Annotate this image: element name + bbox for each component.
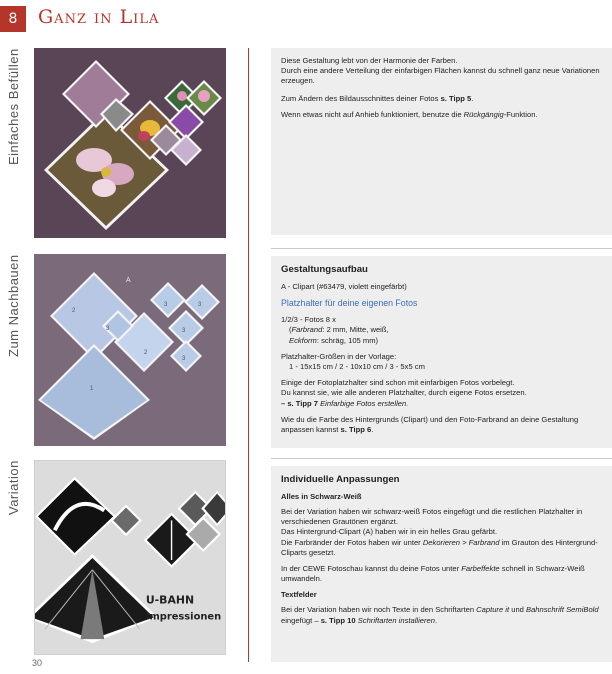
svg-text:2: 2 bbox=[72, 308, 76, 314]
info-panel-harmony: Diese Gestaltung lebt von der Harmonie der Farben. Durch eine andere Verteilung der einfarbigen Flächen kannst du schnell ganz neue Variationen erzeugen. Zum Ändern des Bildausschnittes deiner Fotos s. Tipp 5. Wenn etwas nicht auf Anhieb funktioniert, benutze die Rückgängig-Funktion. bbox=[271, 48, 612, 235]
design-preview-variation bbox=[34, 460, 226, 655]
side-label-variation: Variation bbox=[6, 460, 21, 515]
svg-text:3: 3 bbox=[198, 302, 202, 308]
placeholder-title: Platzhalter für deine eigenen Fotos bbox=[281, 298, 418, 309]
vertical-divider bbox=[248, 48, 249, 662]
svg-text:3: 3 bbox=[182, 356, 186, 362]
page-number-badge: 8 bbox=[0, 6, 26, 32]
side-label-build: Zum Nachbauen bbox=[6, 254, 21, 357]
info-panel-structure: Gestaltungsaufbau A - Clipart (#63479, violett eingefärbt) Platzhalter für deine eigenen Fotos 1/2/3 - Fotos 8 x (Farbrand: 2 mm, Mitte, weiß, Eckform: schräg, 105 mm) Platzhalter-Größen in der Vorlage: 1 - 15x15 cm / 2 - 10x10 cm / 3 - 5x5 cm Einige der Fotoplatzhalter sind schon mit einfarbigen Fotos vorbelegt. Du kannst sie, wie alle anderen Platzhalter, durch eigene Fotos ersetzen. – s. Tipp 7 Einfarbige Fotos erstellen. Wie du die Farbe des Hintergrunds (Clipart) und den Foto-Farbrand an deine Gestaltung anpassen kannst s. Tipp 6. bbox=[271, 256, 612, 448]
structure-heading: Gestaltungsaufbau bbox=[281, 264, 368, 275]
page-footer-number: 30 bbox=[32, 658, 43, 668]
svg-text:3: 3 bbox=[164, 302, 168, 308]
design-preview-template bbox=[34, 254, 226, 446]
svg-text:3: 3 bbox=[106, 326, 110, 332]
svg-text:1: 1 bbox=[90, 386, 94, 392]
info-panel-adjustments: Individuelle Anpassungen Alles in Schwarz-Weiß Bei der Variation haben wir schwarz-weiß Fotos eingefügt und die restlichen Platzhalter in verschiedenen Grautönen ergänzt. Das Hintergrund-Clipart (A) haben wir in ein helles Grau gefärbt. Die Farbränder der Fotos haben wir unter Dekorieren > Farbrand im Grauton des Hintergrund-Cliparts gesetzt. In der CEWE Fotoschau kannst du deine Fotos unter Farbeffekte schnell in Schwarz-Weiß umwandeln. Textfelder Bei der Variation haben wir noch Texte in den Schriftarten Capture it und Bahnschrift SemiBold eingefügt – s. Tipp 10 Schriftarten installieren. bbox=[271, 466, 612, 662]
panel-separator bbox=[271, 248, 612, 249]
variation-title-line1: U-BAHN bbox=[145, 593, 195, 607]
variation-title-line2: Impressionen bbox=[145, 611, 222, 623]
label-a: A bbox=[126, 277, 131, 284]
svg-text:3: 3 bbox=[182, 328, 186, 334]
page-title: Ganz in Lila bbox=[38, 6, 160, 28]
adjustments-heading: Individuelle Anpassungen bbox=[281, 474, 400, 485]
design-preview-filled bbox=[34, 48, 226, 238]
panel-separator bbox=[271, 458, 612, 459]
svg-text:2: 2 bbox=[144, 350, 148, 356]
side-label-fill: Einfaches Befüllen bbox=[6, 48, 21, 165]
